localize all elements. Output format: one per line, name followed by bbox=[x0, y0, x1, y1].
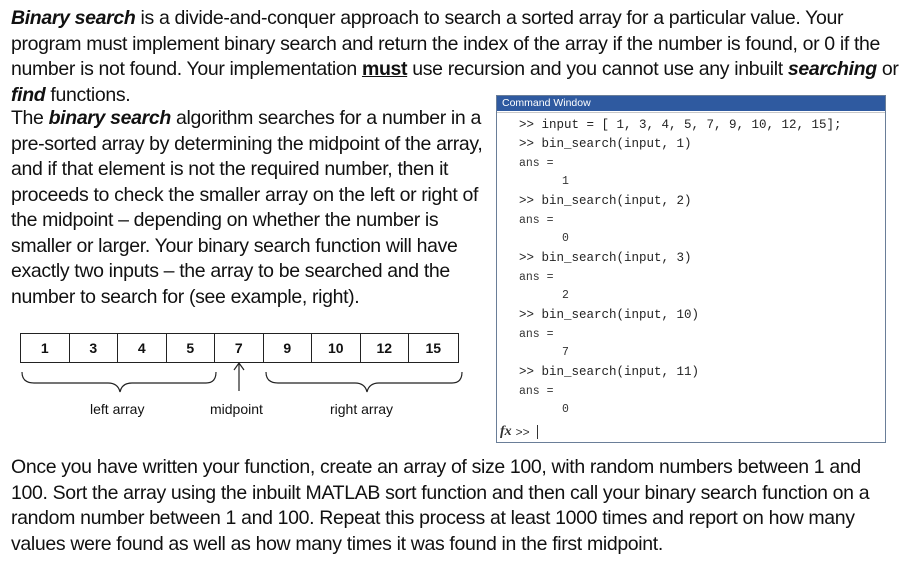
array-cell: 3 bbox=[70, 334, 119, 362]
intro-term: Binary search bbox=[11, 7, 136, 29]
right-brace bbox=[266, 372, 462, 392]
cmd-input-line: >> input = [ 1, 3, 4, 5, 7, 9, 10, 12, 15]; bbox=[519, 118, 842, 132]
array-cell: 10 bbox=[312, 334, 361, 362]
midpoint-arrow bbox=[234, 363, 244, 391]
midpoint-label: midpoint bbox=[210, 401, 263, 417]
intro-paragraph bbox=[11, 6, 901, 108]
cmd-ans-label: ans = bbox=[519, 271, 554, 284]
cmd-ans-value: 7 bbox=[562, 346, 569, 359]
cmd-ans-label: ans = bbox=[519, 157, 554, 170]
cmd-ans-label: ans = bbox=[519, 328, 554, 341]
command-window-title: Command Window bbox=[497, 96, 885, 111]
intro-searching: searching bbox=[787, 58, 877, 80]
array-cell: 15 bbox=[425, 340, 442, 356]
intro-must: must bbox=[361, 58, 408, 80]
left-brace bbox=[22, 372, 216, 392]
cmd-ans-value: 0 bbox=[562, 403, 569, 416]
array-diagram bbox=[20, 333, 466, 433]
cmd-call-line: >> bin_search(input, 10) bbox=[519, 308, 700, 322]
cmd-ans-value: 2 bbox=[562, 289, 569, 302]
cmd-ans-value: 1 bbox=[562, 175, 569, 188]
intro-find: find bbox=[11, 83, 46, 106]
array-cell: 1 bbox=[21, 334, 70, 362]
fx-icon[interactable]: fx bbox=[500, 424, 512, 439]
array-cell: 5 bbox=[167, 334, 216, 362]
cmd-ans-label: ans = bbox=[519, 385, 554, 398]
command-window-body[interactable] bbox=[497, 112, 885, 442]
array-cell: 12 bbox=[361, 334, 410, 362]
intro-text-4: functions. bbox=[45, 83, 131, 106]
diagram-braces bbox=[20, 361, 466, 401]
array-row bbox=[20, 333, 459, 363]
cmd-ans-value: 0 bbox=[562, 232, 569, 245]
array-cell: 7 bbox=[215, 334, 264, 362]
cmd-ans-label: ans = bbox=[519, 214, 554, 227]
array-cell: 9 bbox=[264, 334, 313, 362]
cmd-call-line: >> bin_search(input, 2) bbox=[519, 194, 692, 208]
array-cell: 4 bbox=[118, 334, 167, 362]
intro-text-2: use recursion and you cannot use any inbuilt bbox=[407, 58, 788, 80]
cmd-call-line: >> bin_search(input, 1) bbox=[519, 137, 692, 151]
description-term: binary search bbox=[48, 107, 171, 129]
left-array-label: left array bbox=[90, 401, 145, 417]
closing-paragraph: Once you have written your function, create an array of size 100, with random numbers between 1 and 100. Sort the array using the inbuilt MATLAB sort function and then call your binary search function on a random number between 1 and 100. Repeat this process at least 1000 times and report on how many values were found as well as how many times it was found in the first midpoint. bbox=[11, 456, 870, 555]
cmd-call-line: >> bin_search(input, 11) bbox=[519, 365, 700, 379]
description-paragraph bbox=[11, 106, 489, 310]
text-cursor bbox=[537, 425, 538, 439]
intro-text-3: or bbox=[876, 58, 899, 80]
description-text-2: algorithm searches for a number in a pre-sorted array by determining the midpoint of the array, and if that element is not the required number, then it proceeds to check the smaller array on the left or right of the midpoint – depending on whether the number is smaller or larger. Your binary search function will have exactly two inputs – the array to be searched and the number to search for (see example, right). bbox=[11, 107, 483, 308]
intro-text-1: is a divide-and-conquer approach to search a sorted array for a particular value. Your program must implement binary search and return the index of the array if the number is found, or 0 if the number is not found. Your implementation bbox=[11, 7, 881, 80]
cmd-prompt-line[interactable] bbox=[500, 424, 538, 440]
cmd-call-line: >> bin_search(input, 3) bbox=[519, 251, 692, 265]
command-window[interactable] bbox=[496, 95, 886, 443]
cmd-prompt: >> bbox=[515, 425, 530, 439]
right-array-label: right array bbox=[330, 401, 394, 417]
description-text-1: The bbox=[11, 107, 49, 129]
